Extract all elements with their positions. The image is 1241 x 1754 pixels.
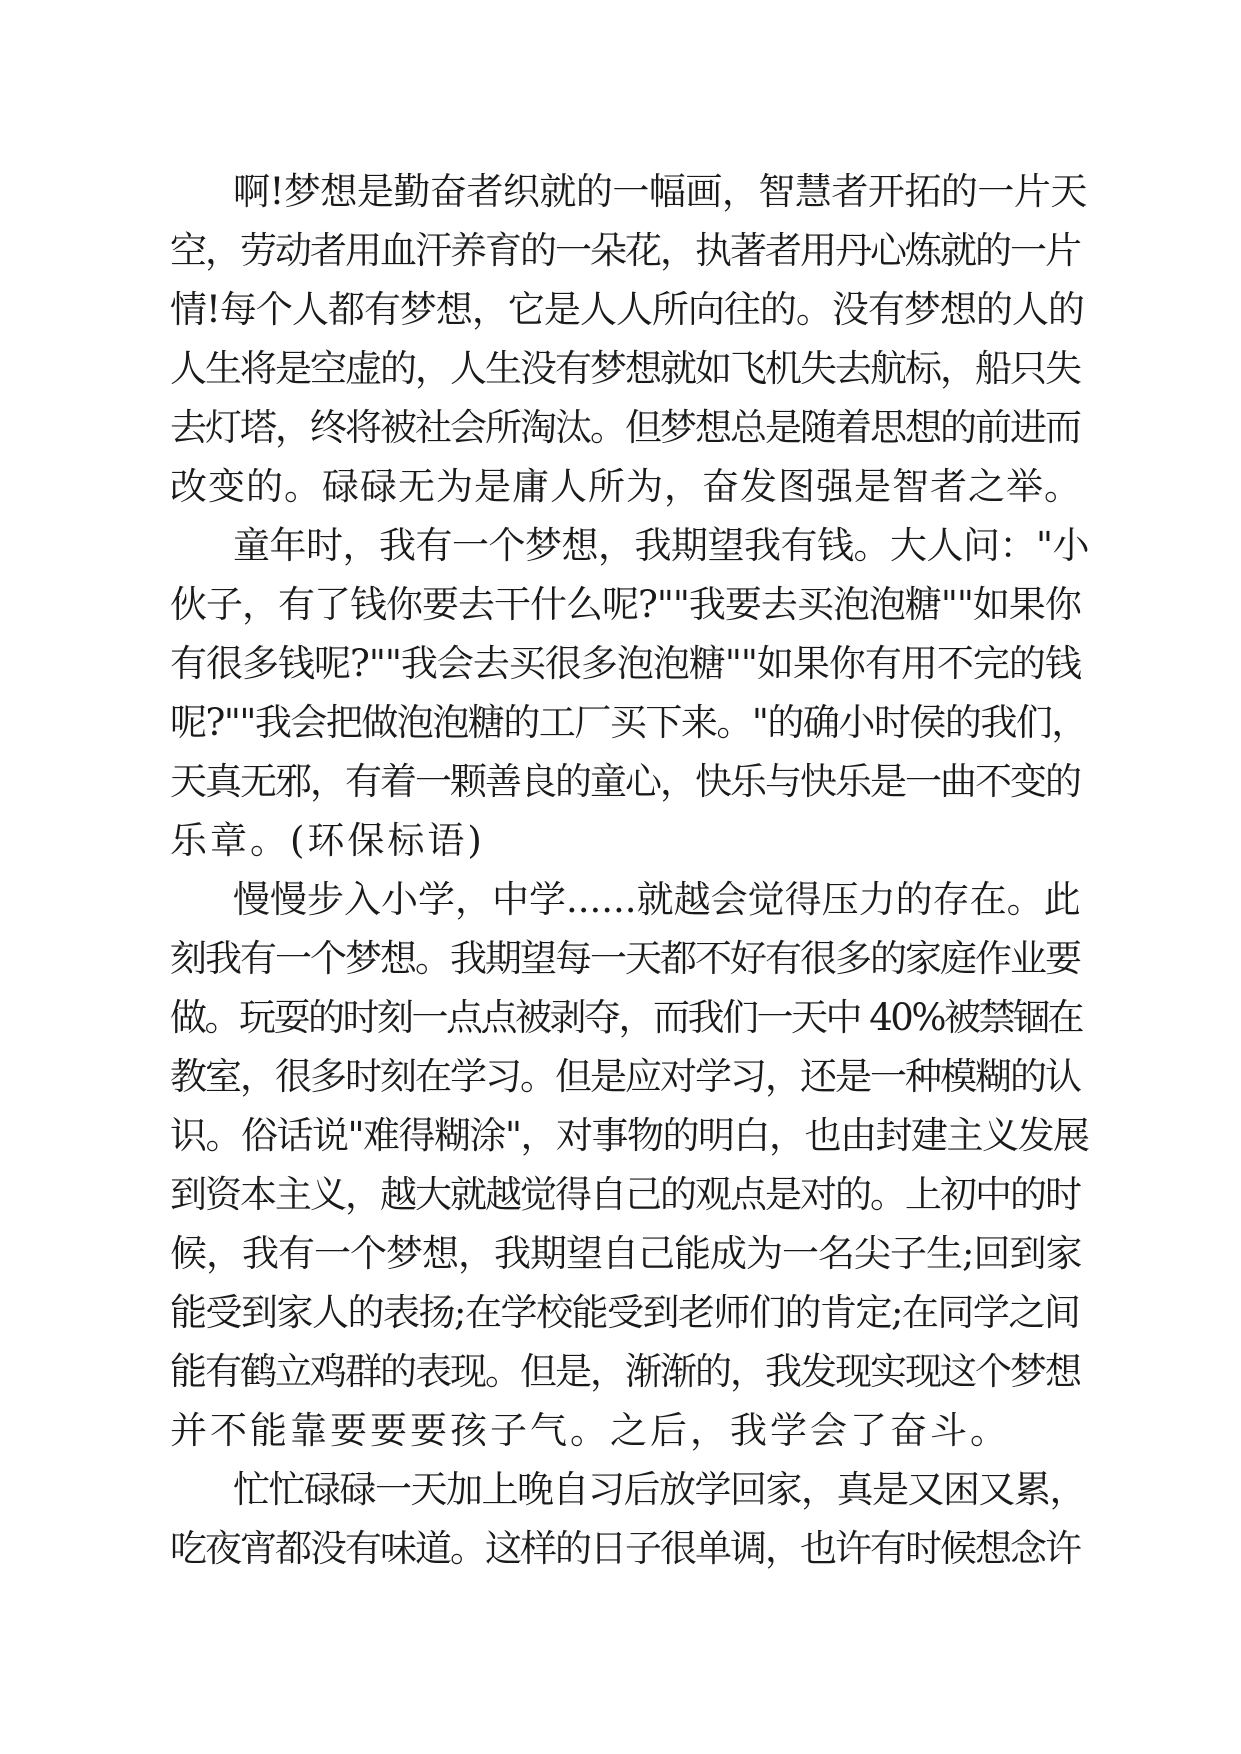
p2-line-4: 呢?""我会把做泡泡糖的工厂买下来。"的确小时侯的我们，: [170, 701, 1087, 744]
p2-line-3: 有很多钱呢?""我会去买很多泡泡糖""如果你有用不完的钱: [170, 642, 1081, 685]
p4-line-2: 吃夜宵都没有味道。这样的日子很单调，也许有时候想念许: [170, 1527, 1080, 1570]
p2-line-2: 伙子，有了钱你要去干什么呢?""我要去买泡泡糖""如果你: [170, 583, 1081, 626]
p4-line-1: 忙忙碌碌一天加上晚自习后放学回家，真是又困又累，: [233, 1468, 1085, 1511]
p1-line-4: 人生将是空虚的，人生没有梦想就如飞机失去航标，船只失: [170, 347, 1080, 390]
p1-line-2: 空，劳动者用血汗养育的一朵花，执著者用丹心炼就的一片: [170, 229, 1080, 272]
p3-line-5: 识。俗话说"难得糊涂"，对事物的明白，也由封建主义发展: [170, 1114, 1089, 1157]
p3-line-4: 教室，很多时刻在学习。但是应对学习，还是一种模糊的认: [170, 1055, 1080, 1098]
p1-line-3: 情!每个人都有梦想，它是人人所向往的。没有梦想的人的: [170, 288, 1084, 331]
p2-line-5: 天真无邪，有着一颗善良的童心，快乐与快乐是一曲不变的: [170, 760, 1080, 803]
p2-line-1: 童年时，我有一个梦想，我期望我有钱。大人问："小: [233, 524, 1090, 567]
p3-line-10: 并不能靠要要要孩子气。之后，我学会了奋斗。: [170, 1409, 1010, 1452]
p3-line-1: 慢慢步入小学，中学......就越会觉得压力的存在。此: [233, 878, 1081, 921]
p3-line-3: 做。玩耍的时刻一点点被剥夺，而我们一天中 40%被禁锢在: [170, 996, 1082, 1039]
p1-line-6: 改变的。碌碌无为是庸人所为，奋发图强是智者之举。: [170, 465, 1082, 508]
p3-line-8: 能受到家人的表扬;在学校能受到老师们的肯定;在同学之间: [170, 1291, 1080, 1334]
p3-line-9: 能有鹤立鸡群的表现。但是，渐渐的，我发现实现这个梦想: [170, 1350, 1080, 1393]
p1-line-5: 去灯塔，终将被社会所淘汰。但梦想总是随着思想的前进而: [170, 406, 1080, 449]
p3-line-2: 刻我有一个梦想。我期望每一天都不好有很多的家庭作业要: [170, 937, 1080, 980]
p3-line-7: 候，我有一个梦想，我期望自己能成为一名尖子生;回到家: [170, 1232, 1082, 1275]
p2-line-6: 乐章。(环保标语): [170, 819, 485, 862]
p3-line-6: 到资本主义，越大就越觉得自己的观点是对的。上初中的时: [170, 1173, 1080, 1216]
p1-line-1: 啊!梦想是勤奋者织就的一幅画，智慧者开拓的一片天: [233, 170, 1087, 213]
